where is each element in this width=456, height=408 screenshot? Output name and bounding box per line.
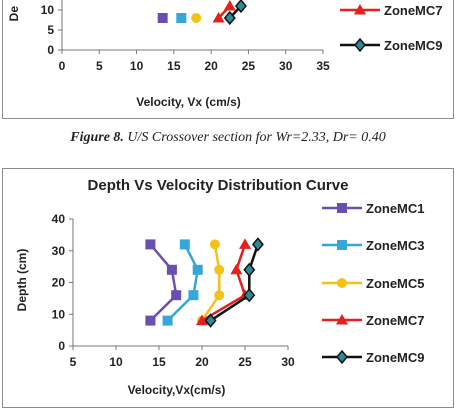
series-line: [202, 244, 219, 320]
y-tick-label: 0: [47, 43, 54, 57]
y-tick-label: 40: [51, 212, 65, 226]
legend-entry-zonemc7: [340, 3, 443, 18]
y-tick-label: 10: [40, 3, 54, 17]
x-tick-label: 30: [279, 59, 293, 73]
y-tick-label: 30: [51, 243, 65, 258]
data-point: [244, 264, 254, 276]
data-point: [224, 0, 236, 11]
legend-label: ZoneMC1: [366, 201, 425, 216]
chart-1: [7, 0, 443, 109]
legend-entry-zonemc9: [340, 38, 443, 53]
legend-entry-zonemc1: [322, 201, 425, 216]
series-unnamed-1: [177, 14, 186, 23]
y-tick-label: 0: [58, 339, 65, 353]
y-axis-title: De: [7, 6, 21, 22]
data-point: [189, 291, 198, 300]
figure-caption-text: U/S Crossover section for Wr=2.33, Dr= 0.40: [127, 130, 386, 145]
legend-marker: [338, 204, 347, 213]
legend-marker: [337, 278, 347, 288]
data-point: [214, 265, 224, 275]
data-point: [214, 290, 224, 300]
data-point: [191, 13, 201, 23]
legend-label: ZoneMC7: [366, 313, 425, 328]
data-point: [239, 238, 251, 249]
y-tick-label: 20: [51, 275, 65, 290]
legend-marker: [338, 241, 347, 250]
series-line: [150, 244, 176, 320]
legend-label: ZoneMC9: [366, 350, 425, 365]
legend-label: ZoneMC3: [366, 238, 425, 253]
chart-2: [15, 177, 425, 397]
data-point: [230, 264, 242, 275]
x-tick-label: 25: [238, 355, 252, 369]
y-axis-title: Depth (cm): [15, 248, 29, 312]
legend-label: ZoneMC7: [384, 3, 443, 18]
data-point: [180, 240, 189, 249]
data-point: [167, 265, 176, 274]
x-tick-label: 5: [95, 59, 103, 73]
series-line: [168, 244, 198, 320]
x-tick-label: 25: [241, 59, 256, 73]
data-point: [193, 265, 202, 274]
legend-label: ZoneMC9: [384, 38, 443, 53]
x-tick-label: 15: [167, 59, 181, 73]
figure-caption-label: Figure 8.: [70, 130, 124, 145]
series-zonemc5: [197, 239, 224, 325]
series-zonemc3: [163, 240, 202, 325]
data-point: [177, 14, 186, 23]
data-point: [253, 238, 263, 250]
x-tick-label: 20: [195, 355, 209, 369]
x-tick-label: 10: [129, 59, 144, 73]
x-axis-title: Velocity,Vx(cm/s): [127, 383, 226, 397]
data-point: [172, 291, 181, 300]
legend-entry-zonemc7: [322, 313, 425, 328]
x-axis-title: Velocity, Vx (cm/s): [136, 95, 241, 109]
chart-title: Depth Vs Velocity Distribution Curve: [87, 177, 349, 194]
series-unnamed-2: [191, 13, 201, 23]
legend-marker: [337, 351, 347, 363]
legend-marker: [355, 39, 365, 51]
x-tick-label: 30: [281, 355, 295, 369]
y-tick-label: 10: [51, 307, 65, 322]
y-tick-label: 5: [47, 23, 54, 37]
x-tick-label: 10: [109, 355, 123, 369]
data-point: [146, 316, 155, 325]
x-tick-label: 5: [69, 355, 77, 369]
data-point: [163, 316, 172, 325]
legend-label: ZoneMC5: [366, 276, 425, 291]
x-tick-label: 35: [316, 59, 330, 73]
data-point: [158, 14, 167, 23]
x-tick-label: 15: [152, 355, 166, 369]
legend-entry-zonemc9: [322, 350, 425, 365]
series-unnamed-0: [158, 14, 167, 23]
x-tick-label: 0: [58, 59, 66, 73]
data-point: [210, 239, 220, 249]
x-tick-label: 20: [204, 59, 218, 73]
legend-entry-zonemc5: [322, 276, 425, 291]
data-point: [146, 240, 155, 249]
legend-entry-zonemc3: [322, 238, 425, 253]
